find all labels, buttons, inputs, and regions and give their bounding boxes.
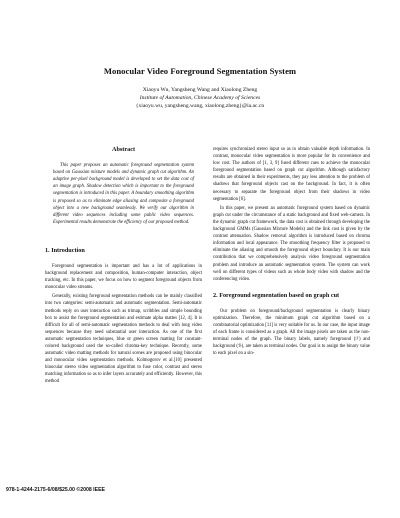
paper-title: Monocular Video Foreground Segmentation System [103, 66, 297, 76]
copyright-footer: 978-1-4244-2175-6/08/$25.00 ©2008 IEEE [6, 487, 106, 493]
left-column [45, 146, 202, 388]
author-institution: Institute of Automation, Chinese Academy of Sciences [139, 95, 261, 101]
author-emails: {xiaoyu.wu, yangsheng.wang, xiaolong.zheng}@ia.ac.cn [135, 103, 265, 109]
section2-paragraph-1: Our problem on foreground/background segmentation is clearly binary optimization. Therefore, the minimum graph cut algorithm based on a combinatorial optimization [11] is very suitable for us. In our case, the input image of each frame is considered as a graph. All the image pixels are taken as the non-terminal nodes of the graph. The binary labels, namely foreground (ℱ) and background (ℬ), are taken as terminal nodes. Our goal is to assign the binary value to each pixel on a sin- [213, 308, 370, 357]
intro-paragraph-4: In this paper, we present an automatic foreground system based on dynamic graph cut under the circumstance of a static background and fixed web-camera. In the dynamic graph cut framework, the data cost is obtained through developing the background GMMs (Gaussian Mixture Models) and the link cost is given by the contrast attenuation. Shadow removal algorithm is introduced based on chroma information and local appearance. The smoothing frequency filter is proposed to eliminate the aliasing and smooth the foreground object boundary. It is our main contribution that we comprehensively analysis video foreground segmentation problem and introduce an automatic segmentation system. The system can work well on different types of videos such as whole body video with shadow and the conferencing video. [213, 205, 370, 282]
intro-paragraph-3: requires synchronized stereo input so as to obtain valuable depth information. In contrast, monocular video segmentation is more popular for its convenience and low cost. The authors of [1, 3, 9] fused different cues to achieve the monocular foreground segmentation based on graph cut algorithm. Although satisfactory results are obtained in their experiments, they pay less attention to the problem of shadows that foreground objects cast on the background. In fact, it is often necessary to separate the foreground object from their shadows in video segmentation [6]. [213, 147, 370, 202]
intro-paragraph-1: Foreground segmentation is important and has a lot of applications in background replacement and composition, human-computer interaction, object tracking, etc. In this paper, we focus on how to segment foreground objects from monocular video streams. [45, 263, 202, 291]
abstract-text: This paper proposes an automatic foreground segmentation system based on Gaussian mixture models and dynamic graph cut algorithm. An adaptive per-pixel background model is developed to set the data cost of an image graph. Shadow detection which is important to the foreground segmentation is introduced in this paper. A boundary smoothing algorithm is proposed so as to eliminate edge aliasing and composite a foreground object into a new background seamlessly. We verify our algorithm in different video sequences including some public video sequences. Experimental results demonstrate the efficiency of our proposed method. [53, 163, 194, 225]
author-names: Xiaoyu Wu, Yangsheng Wang and Xiaolong Zheng [142, 87, 258, 93]
right-column [213, 146, 370, 359]
abstract-heading: Abstract [111, 146, 136, 153]
intro-paragraph-2: Generally, existing foreground segmentation methods can be mainly classified into two categories: semi-automatic and automatic segmentation. Semi-automatic methods reply on user interaction such as trimap, scribbles and simple bounding box to assist the foreground segmentation and estimate alpha mattes [12, 4]. It is difficult for all of semi-automatic segmentation methods to deal with long video sequences because they need substantial user interaction. As one of the first automatic segmentation techniques, blue or green screen matting for constant-colored background used the so-called chroma-key technique. Recently, some automatic video matting methods for natural scenes are proposed using binocular and monocular video segmentation methods. Kolmogorov et al.[10] presented binocular stereo video segmentation algorithm to fuse color, contrast and stereo matching information so as to infer layers accurately and efficiently. However, this method [45, 294, 202, 385]
author-block [0, 86, 400, 110]
section-heading-introduction: 1. Introduction [45, 246, 85, 254]
section-heading-graph-cut: 2. Foreground segmentation based on graph cut [213, 291, 340, 299]
